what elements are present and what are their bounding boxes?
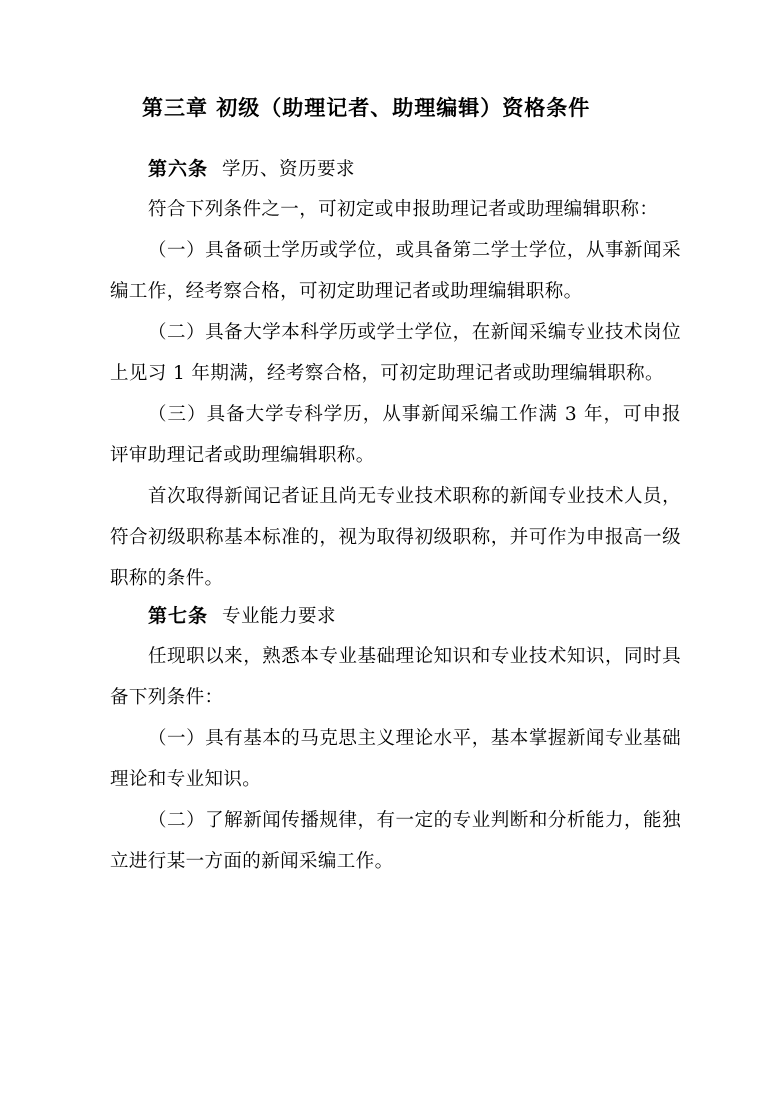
- article-number: 第七条: [148, 605, 209, 627]
- paragraph: 符合下列条件之一，可初定或申报助理记者或助理编辑职称：: [148, 199, 659, 220]
- page-title: 第三章 初级（助理记者、助理编辑）资格条件: [142, 96, 591, 120]
- paragraph: 任现职以来，熟悉本专业基础理论知识和专业技术知识，同时具备下列条件：: [110, 646, 681, 708]
- article-heading: [110, 599, 681, 634]
- paragraph: 首次取得新闻记者证且尚无专业技术职称的新闻专业技术人员，符合初级职称基本标准的，视为取得初级职称，并可作为申报高一级职称的条件。: [110, 486, 681, 589]
- paragraph: （二）了解新闻传播规律，有一定的专业判断和分析能力，能独立进行某一方面的新闻采编工作。: [110, 810, 681, 872]
- article-title: 学历、资历要求: [222, 159, 356, 180]
- article-heading: [110, 152, 681, 187]
- section-article-7: [110, 599, 681, 882]
- paragraph: （一）具备硕士学历或学位，或具备第二学士学位，从事新闻采编工作，经考察合格，可初定助理记者或助理编辑职称。: [110, 240, 681, 302]
- paragraph: （二）具备大学本科学历或学士学位，在新闻采编专业技术岗位上见习 1 年期满，经考察合格，可初定助理记者或助理编辑职称。: [110, 322, 681, 384]
- article-title: 专业能力要求: [222, 606, 337, 627]
- section-article-6: [110, 152, 681, 599]
- paragraph: （一）具有基本的马克思主义理论水平，基本掌握新闻专业基础理论和专业知识。: [110, 728, 681, 790]
- paragraph: （三）具备大学专科学历，从事新闻采编工作满 3 年，可申报评审助理记者或助理编辑职称。: [110, 404, 681, 466]
- article-number: 第六条: [148, 158, 209, 180]
